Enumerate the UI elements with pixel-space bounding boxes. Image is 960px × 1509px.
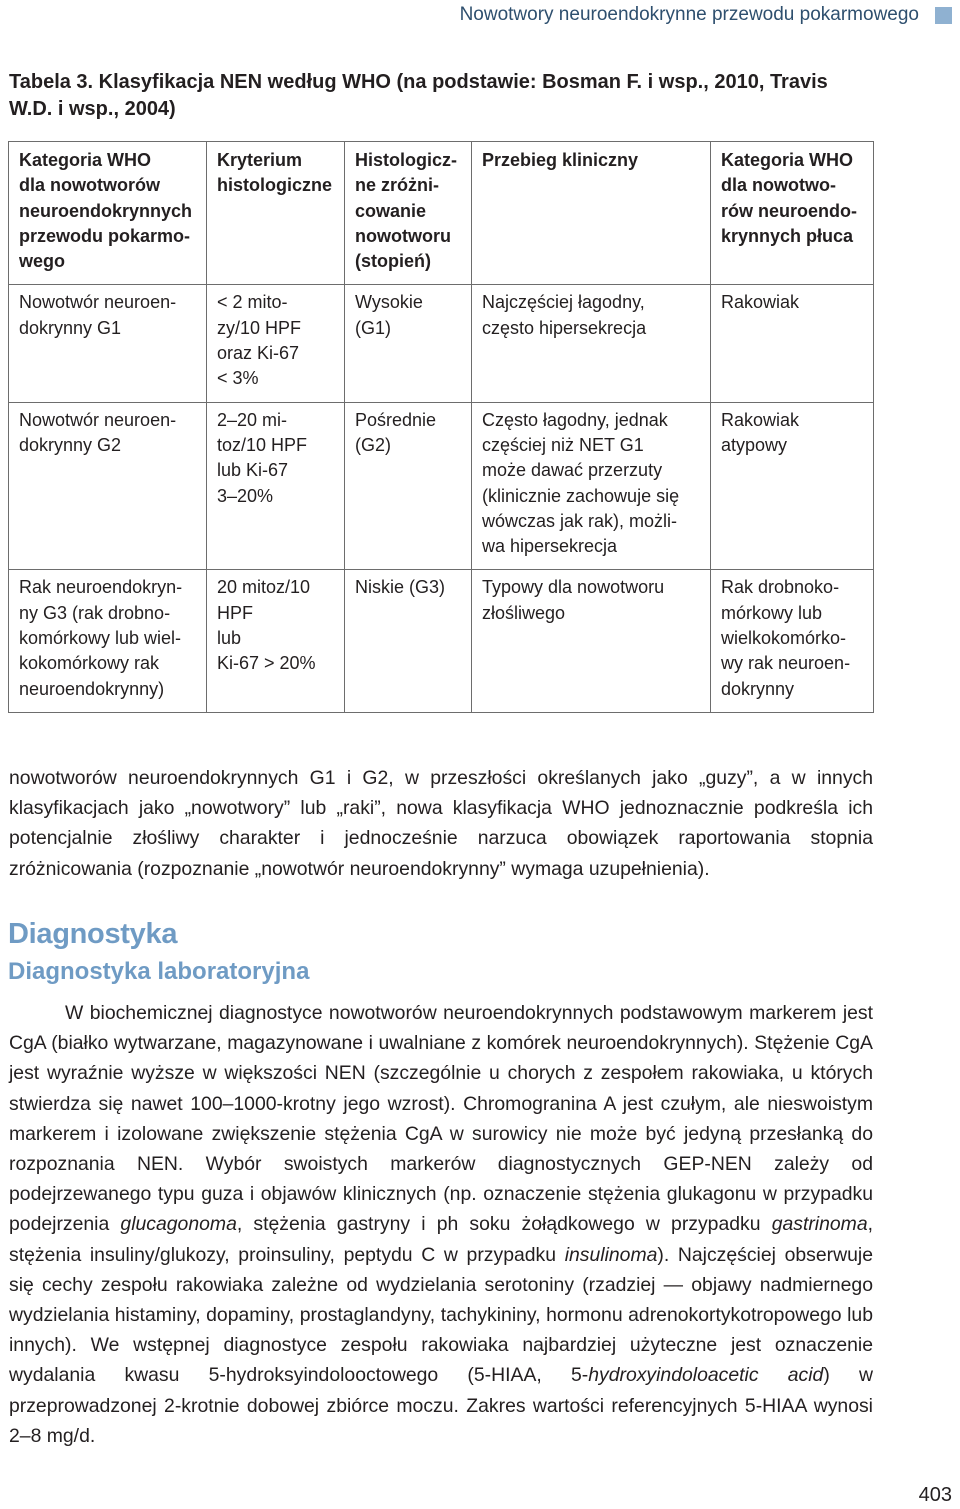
header-square-icon xyxy=(935,7,952,24)
table-header-row xyxy=(9,142,874,285)
header-cell: Kategoria WHO dla nowotworów neuroendokrynnych przewodu pokarmo- wego xyxy=(9,142,207,285)
page-number: 403 xyxy=(918,1484,952,1506)
table-title: Tabela 3. Klasyfikacja NEN według WHO (na podstawie: Bosman F. i wsp., 2010, Travis W.D. i wsp., 2004) xyxy=(9,71,828,120)
table-cell: Nowotwór neuroen- dokrynny G1 xyxy=(9,285,207,402)
table-row xyxy=(9,402,874,570)
section-heading: Diagnostyka xyxy=(8,918,178,950)
who-classification-table xyxy=(8,141,874,713)
header-cell: Histologicz- ne zróżni- cowanie nowotworu (stopień) xyxy=(345,142,472,285)
header-cell: Przebieg kliniczny xyxy=(472,142,711,285)
table-cell: < 2 mito- zy/10 HPF oraz Ki-67 < 3% xyxy=(207,285,345,402)
table-row xyxy=(9,285,874,402)
table-cell: Pośrednie (G2) xyxy=(345,402,472,570)
text-run: , stężenia gastryny i ph soku żołądkowego w przypadku xyxy=(236,1213,772,1236)
table-cell: Rak drobnoko- mórkowy lub wielkokomórko- wy rak neuroen- dokrynny xyxy=(711,570,874,712)
italic-term: insulinoma xyxy=(564,1243,658,1266)
table-cell: 2–20 mi- toz/10 HPF lub Ki-67 3–20% xyxy=(207,402,345,570)
table-cell: Rakowiak xyxy=(711,285,874,402)
text-run: , stężenia insuliny/glukozy, proinsuliny, peptydu C w przypadku xyxy=(9,1213,873,1266)
italic-term: hydroxyindoloacetic acid xyxy=(588,1364,824,1387)
table-cell: Rakowiak atypowy xyxy=(711,402,874,570)
table-cell: Wysokie (G1) xyxy=(345,285,472,402)
table-cell: Często łagodny, jednak częściej niż NET G1 może dawać przerzuty (klinicznie zachowuje się wówczas jak rak), możli- wa hipersekrecja xyxy=(472,402,711,570)
running-header-title: Nowotwory neuroendokrynne przewodu pokarmowego xyxy=(459,4,919,25)
body-paragraph-lab xyxy=(9,998,873,1451)
table-cell: Najczęściej łagodny, często hipersekrecja xyxy=(472,285,711,402)
italic-term: gastrinoma xyxy=(771,1213,868,1236)
running-header xyxy=(460,4,952,26)
body-paragraph: nowotworów neuroendokrynnych G1 i G2, w przeszłości określanych jako „guzy”, a w innych klasyfikacjach jako „nowotwory” lub „raki”, nowa klasyfikacja WHO jednoznacznie podkreśla ich potencjalnie złośliwy charakter i jednocześnie narzuca obowiązek raportowania stopnia zróżnicowania (rozpoznanie „nowotwór neuroendokrynny” wymaga uzupełnienia). xyxy=(9,767,873,880)
text-run: ) w przeprowadzonej 2-krotnie dobowej zbiórce moczu. Zakres wartości referencyjnych 5-HIAA wynosi 2–8 mg/d. xyxy=(9,1364,873,1447)
table-cell: Typowy dla nowotworu złośliwego xyxy=(472,570,711,712)
table-cell: Rak neuroendokryn- ny G3 (rak drobno- komórkowy lub wiel- kokomórkowy rak neuroendokrynny) xyxy=(9,570,207,712)
table-row xyxy=(9,570,874,712)
subsection-heading: Diagnostyka laboratoryjna xyxy=(8,958,310,985)
text-run: ). Najczęściej obserwuje się cechy zespołu rakowiaka zależne od wydzielania serotoniny (rzadziej — objawy nadmiernego wydzielania histaminy, dopaminy, prostaglandyny, tachykininy, hormonu adrenokortykotropowego lub innych). We wstępnej diagnostyce zespołu rakowiaka najbardziej użyteczne jest oznaczenie wydalania kwasu 5-hydroksyindolooctowego (5-HIAA, 5- xyxy=(9,1243,873,1387)
header-cell: Kategoria WHO dla nowotwo- rów neuroendo- krynnych płuca xyxy=(711,142,874,285)
table-cell: Nowotwór neuroen- dokrynny G2 xyxy=(9,402,207,570)
table-cell: 20 mitoz/10 HPF lub Ki-67 > 20% xyxy=(207,570,345,712)
table-cell: Niskie (G3) xyxy=(345,570,472,712)
text-run: W biochemicznej diagnostyce nowotworów neuroendokrynnych podstawowym markerem jest CgA (białko wytwarzane, magazynowane i uwalniane z komórek neuroendokrynnych). Stężenie CgA jest wyraźnie wyższe w większości NEN (szczególnie u chorych z zespołem rakowiaka, u których stwierdza się nawet 100–1000-krotny jego wzrost). Chromogranina A jest czułym, ale nieswoistym markerem i izolowane zwiększenie stężenia CgA w surowicy nie może być jedyną przesłanką do rozpoznania NEN. Wybór swoistych markerów diagnostycznych GEP-NEN zależy od podejrzewanego typu guza i objawów klinicznych (np. oznaczenie stężenia glukagonu w przypadku podejrzenia xyxy=(9,1002,873,1236)
header-cell: Kryterium histologiczne xyxy=(207,142,345,285)
italic-term: glucagonoma xyxy=(120,1213,237,1236)
